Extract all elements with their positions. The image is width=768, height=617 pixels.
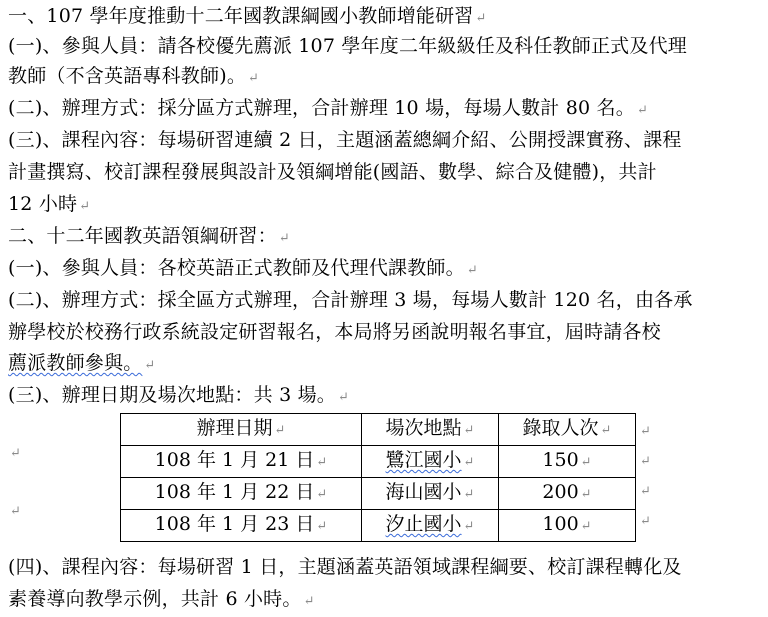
header-cell-admitted: 錄取人次 ↵ [499,414,636,446]
text: 12 小時 [8,193,78,215]
paragraph-line [8,157,657,187]
paragraph-mark: ↵ [248,71,260,86]
text: 一、107 學年度推動十二年國教課綱國小教師增能研習 [8,5,474,27]
table-row [121,478,636,510]
paragraph-mark: ↵ [338,390,350,405]
table-row [121,446,636,478]
paragraph-mark: ↵ [636,103,649,118]
text: (一)、參與人員：各校英語正式教師及代理代課教師。 [8,257,465,279]
text: (三)、辦理日期及場次地點：共 3 場。 [8,384,336,406]
paragraph-line [8,93,648,123]
text: 教師（不含英語專科教師)。 [8,65,247,87]
paragraph-line [8,285,693,315]
table-row [121,510,636,542]
paragraph-line [8,253,478,283]
header-cell-venue: 場次地點 ↵ [362,414,499,446]
paragraph-line [8,348,156,378]
paragraph-line [8,61,259,91]
text: 薦派教師參與。 [8,352,143,374]
heading-section-1 [8,1,487,31]
paragraph-line [8,380,349,410]
text: 計畫撰寫、校訂課程發展與設計及領綱增能(國語、數學、綜合及健體)，共計 [8,161,657,183]
text: (二)、辦理方式：採分區方式辦理，合計辦理 10 場，每場人數計 80 名。 [8,97,635,119]
text: 辦學校於校務行政系統設定研習報名，本局將另函說明報名事宜，屆時請各校 [8,321,661,343]
cell-admitted: 200 ↵ [499,478,636,510]
paragraph-line [8,125,682,155]
paragraph-mark: ↵ [466,263,478,278]
paragraph-mark: ↵ [303,594,315,609]
row-end-mark: ↵ [640,424,651,439]
text: (四)、課程內容：每場研習 1 日，主題涵蓋英語領域課程綱要、校訂課程轉化及 [8,556,682,578]
cell-venue: 鷺江國小 ↵ [362,446,499,478]
cell-admitted: 100 ↵ [499,510,636,542]
paragraph-mark: ↵ [144,358,156,373]
paragraph-mark: ↵ [278,231,290,246]
cell-venue: 汐止國小 ↵ [362,510,499,542]
paragraph-line [8,189,90,219]
paragraph-line [8,317,661,347]
text: (一)、參與人員：請各校優先薦派 107 學年度二年級級任及科任教師正式及代理 [8,35,687,57]
heading-section-2 [8,221,290,251]
paragraph-line [8,584,315,614]
cell-venue: 海山國小 ↵ [362,478,499,510]
paragraph-mark: ↵ [475,11,487,26]
cell-date: 108 年 1 月 23 日 ↵ [121,510,362,542]
paragraph-mark: ↵ [10,504,21,519]
cell-admitted: 150 ↵ [499,446,636,478]
header-cell-date: 辦理日期 ↵ [121,414,362,446]
text: 二、十二年國教英語領綱研習： [8,225,277,247]
schedule-table [120,413,636,542]
text: (二)、辦理方式：採全區方式辦理，合計辦理 3 場，每場人數計 120 名，由各承 [8,289,693,311]
text: 素養導向教學示例，共計 6 小時。 [8,588,302,610]
paragraph-mark: ↵ [10,446,21,461]
paragraph-line [8,31,687,61]
cell-date: 108 年 1 月 21 日 ↵ [121,446,362,478]
cell-date: 108 年 1 月 22 日 ↵ [121,478,362,510]
row-end-mark: ↵ [640,454,651,469]
row-end-mark: ↵ [640,484,651,499]
paragraph-line [8,552,682,582]
row-end-mark: ↵ [640,514,651,529]
paragraph-mark: ↵ [79,199,91,214]
text: (三)、課程內容：每場研習連續 2 日，主題涵蓋總綱介紹、公開授課實務、課程 [8,129,682,151]
table-header-row [121,414,636,446]
